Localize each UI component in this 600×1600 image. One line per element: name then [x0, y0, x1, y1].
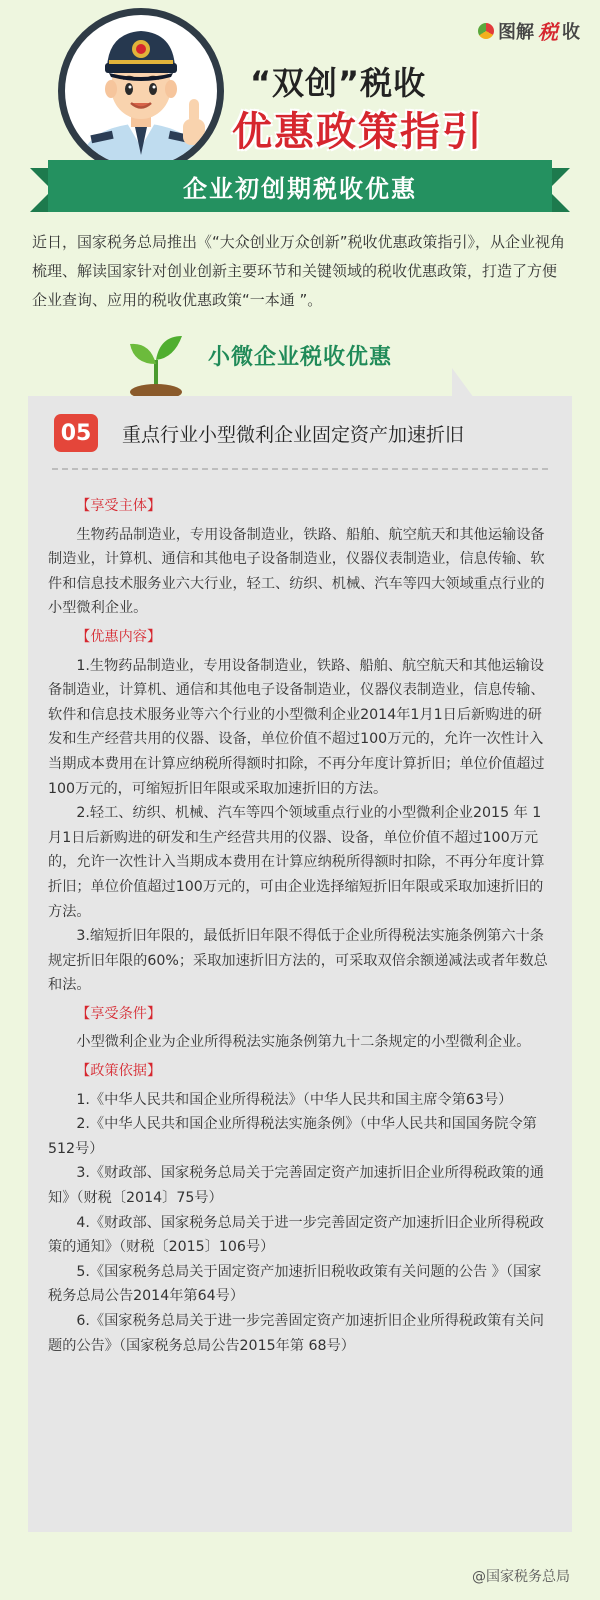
- section-title: 小微企业税收优惠: [208, 345, 393, 370]
- brand-prefix: 图解: [498, 21, 534, 43]
- page-title-line2: 优惠政策指引: [232, 109, 484, 155]
- basis-item-6: 6.《国家税务总局关于进一步完善固定资产加速折旧企业所得税政策有关问题的公告》（国家税务总局公告2015年第 68号）: [48, 1313, 544, 1354]
- footer-name: 国家税务总局: [486, 1569, 570, 1585]
- brand-mark-icon: [478, 23, 494, 39]
- content-item-1: 1.生物药品制造业，专用设备制造业，铁路、船舶、航空航天和其他运输设备制造业，计算机、通信和其他电子设备制造业，仪器仪表制造业，信息传输、软件和信息技术服务业等六个行业的小型微利企业2014年1月1日后新购进的研发和生产经营共用的仪器、设备，单位价值不超过100万元的，允许一次性计入当期成本费用在计算应纳税所得额时扣除，不再分年度计算折旧；单位价值超过100万元的，可缩短折旧年限或采取加速折旧的方法。: [48, 657, 545, 797]
- intro-paragraph: 近日，国家税务总局推出《“大众创业万众创新”税收优惠政策指引》，从企业视角梳理、解读国家针对创业创新主要环节和关键领域的税收优惠政策，打造了方便企业查询、应用的税收优惠政策“一本通 ”。: [32, 233, 566, 309]
- item-title: 重点行业小型微利企业固定资产加速折旧: [122, 424, 465, 446]
- officer-illustration: [58, 8, 224, 174]
- sprout-icon: [126, 330, 186, 400]
- divider: [52, 468, 548, 470]
- officer-icon: [65, 15, 217, 167]
- basis-item-2: 2.《中华人民共和国企业所得税法实施条例》（中华人民共和国国务院令第 512号）: [48, 1116, 537, 1157]
- item-number-badge: 05: [54, 414, 98, 452]
- footer-credit: [472, 1566, 570, 1586]
- page-title-line1: “双创”税收: [250, 64, 427, 102]
- card-pointer: [452, 368, 474, 398]
- card-body: [48, 490, 554, 1358]
- brand-suffix: 收: [562, 21, 580, 43]
- basis-item-5: 5.《国家税务总局关于固定资产加速折旧税收政策有关问题的公告 》（国家税务总局公告2014年第64号）: [48, 1263, 542, 1305]
- ribbon-text: 企业初创期税收优惠: [183, 174, 417, 203]
- content-item-3: 3.缩短折旧年限的，最低折旧年限不得低于企业所得税法实施条例第六十条规定折旧年限的60%；采取加速折旧方法的，可采取双倍余额递减法或者年数总和法。: [48, 928, 548, 994]
- subject-tag: 【享受主体】: [76, 498, 162, 514]
- subject-text: 生物药品制造业，专用设备制造业，铁路、船舶、航空航天和其他运输设备制造业，计算机、通信和其他电子设备制造业，仪器仪表制造业，信息传输、软件和信息技术服务业六大行业，轻工、纺织、机械、汽车等四大领域重点行业的小型微利企业。: [48, 526, 545, 617]
- basis-item-1: 1.《中华人民共和国企业所得税法》（中华人民共和国主席令第63号）: [76, 1091, 513, 1108]
- content-card: [28, 396, 572, 1532]
- basis-tag: 【政策依据】: [76, 1063, 162, 1080]
- basis-item-4: 4.《财政部、国家税务总局关于进一步完善固定资产加速折旧企业所得税政策的通知》（财税〔2015〕106号）: [48, 1214, 544, 1256]
- brand-accent: 税: [538, 20, 558, 44]
- content-item-2: 2.轻工、纺织、机械、汽车等四个领域重点行业的小型微利企业2015 年 1月1日后新购进的研发和生产经营共用的仪器、设备，单位价值不超过100万元的，允许一次性计入当期成本费用在计算应纳税所得额时扣除，不再分年度计算折旧；单位价值超过100万元的，可由企业选择缩短折旧年限或采取加速折旧的方法。: [48, 805, 545, 920]
- basis-item-3: 3.《财政部、国家税务总局关于完善固定资产加速折旧企业所得税政策的通知》（财税〔2014〕75号）: [48, 1165, 544, 1207]
- brand-logo: [478, 16, 580, 45]
- content-tag: 【优惠内容】: [76, 628, 162, 645]
- at-symbol: @: [472, 1569, 486, 1585]
- condition-tag: 【享受条件】: [76, 1005, 162, 1022]
- condition-text: 小型微利企业为企业所得税法实施条例第九十二条规定的小型微利企业。: [76, 1034, 531, 1051]
- subtitle-ribbon: [48, 160, 552, 212]
